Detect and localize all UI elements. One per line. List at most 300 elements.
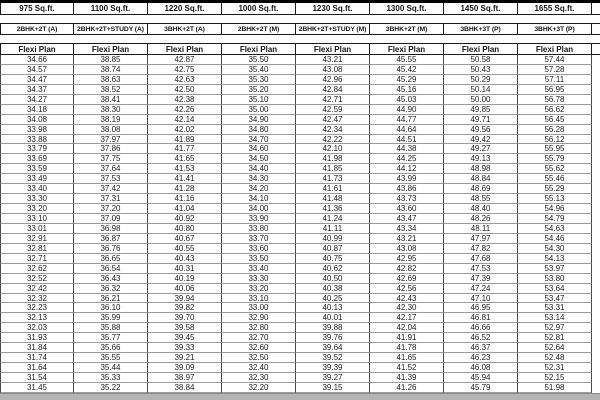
value-cell: 41.91 bbox=[370, 333, 444, 343]
right-filler-cell bbox=[592, 284, 600, 294]
value-cell: 46.66 bbox=[444, 323, 518, 333]
value-cell: 35.66 bbox=[74, 343, 148, 353]
value-cell: 31.45 bbox=[0, 383, 74, 393]
value-cell: 42.17 bbox=[370, 313, 444, 323]
table-row bbox=[0, 65, 600, 75]
value-cell: 32.50 bbox=[222, 353, 296, 363]
value-cell: 35.10 bbox=[222, 95, 296, 105]
value-cell: 37.86 bbox=[74, 144, 148, 154]
value-cell: 56.28 bbox=[518, 125, 592, 135]
value-cell: 40.87 bbox=[296, 244, 370, 254]
value-cell: 36.98 bbox=[74, 224, 148, 234]
value-cell: 31.64 bbox=[0, 363, 74, 373]
unit-type-header-row bbox=[0, 23, 600, 35]
value-cell: 34.60 bbox=[222, 144, 296, 154]
value-cell: 34.90 bbox=[222, 115, 296, 125]
value-cell: 44.77 bbox=[370, 115, 444, 125]
value-cell: 56.95 bbox=[518, 85, 592, 95]
value-cell: 57.11 bbox=[518, 75, 592, 85]
right-filler-cell bbox=[592, 125, 600, 135]
value-cell: 48.40 bbox=[444, 204, 518, 214]
value-cell: 38.97 bbox=[148, 373, 222, 383]
right-filler-cell bbox=[592, 43, 600, 55]
table-row bbox=[0, 184, 600, 194]
value-cell: 33.20 bbox=[0, 204, 74, 214]
value-cell: 42.26 bbox=[148, 105, 222, 115]
value-cell: 42.87 bbox=[148, 55, 222, 65]
horizontal-scrollbar[interactable] bbox=[0, 393, 600, 400]
value-cell: 41.78 bbox=[370, 343, 444, 353]
value-cell: 54.46 bbox=[518, 234, 592, 244]
right-filler-cell bbox=[592, 224, 600, 234]
value-cell: 35.55 bbox=[74, 353, 148, 363]
value-cell: 42.56 bbox=[370, 284, 444, 294]
table-row bbox=[0, 214, 600, 224]
unit-type-header-cell: 2BHK+2T (M) bbox=[222, 23, 296, 35]
table-row bbox=[0, 204, 600, 214]
table-row bbox=[0, 274, 600, 284]
value-cell: 54.30 bbox=[518, 244, 592, 254]
table-row bbox=[0, 234, 600, 244]
value-cell: 45.42 bbox=[370, 65, 444, 75]
value-cell: 38.08 bbox=[74, 125, 148, 135]
value-cell: 33.10 bbox=[0, 214, 74, 224]
plan-header-cell: Flexi Plan bbox=[222, 43, 296, 55]
value-cell: 34.00 bbox=[222, 204, 296, 214]
value-cell: 46.81 bbox=[444, 313, 518, 323]
value-cell: 55.46 bbox=[518, 174, 592, 184]
area-header-cell: 1450 Sq.ft. bbox=[444, 3, 518, 15]
value-cell: 42.14 bbox=[148, 115, 222, 125]
value-cell: 52.64 bbox=[518, 343, 592, 353]
value-cell: 42.69 bbox=[370, 274, 444, 284]
value-cell: 44.25 bbox=[370, 154, 444, 164]
value-cell: 38.41 bbox=[74, 95, 148, 105]
value-cell: 39.39 bbox=[296, 363, 370, 373]
value-cell: 37.75 bbox=[74, 154, 148, 164]
value-cell: 39.76 bbox=[296, 333, 370, 343]
value-cell: 42.75 bbox=[148, 65, 222, 75]
value-cell: 55.29 bbox=[518, 184, 592, 194]
value-cell: 42.96 bbox=[296, 75, 370, 85]
value-cell: 47.97 bbox=[444, 234, 518, 244]
value-cell: 34.30 bbox=[222, 174, 296, 184]
value-cell: 33.70 bbox=[222, 234, 296, 244]
value-cell: 34.18 bbox=[0, 105, 74, 115]
table-row bbox=[0, 105, 600, 115]
value-cell: 43.99 bbox=[370, 174, 444, 184]
value-cell: 34.57 bbox=[0, 65, 74, 75]
value-cell: 33.30 bbox=[222, 274, 296, 284]
value-cell: 34.80 bbox=[222, 125, 296, 135]
value-cell: 45.29 bbox=[370, 75, 444, 85]
value-cell: 55.95 bbox=[518, 144, 592, 154]
value-cell: 32.32 bbox=[0, 294, 74, 304]
area-header-cell: 1100 Sq.ft. bbox=[74, 3, 148, 15]
value-cell: 33.01 bbox=[0, 224, 74, 234]
value-cell: 41.24 bbox=[296, 214, 370, 224]
value-cell: 33.60 bbox=[222, 244, 296, 254]
table-row bbox=[0, 294, 600, 304]
table-row bbox=[0, 115, 600, 125]
value-cell: 45.79 bbox=[444, 383, 518, 393]
value-cell: 40.99 bbox=[296, 234, 370, 244]
table-row bbox=[0, 154, 600, 164]
value-cell: 41.65 bbox=[148, 154, 222, 164]
table-row bbox=[0, 284, 600, 294]
table-row bbox=[0, 343, 600, 353]
value-cell: 52.48 bbox=[518, 353, 592, 363]
right-filler-cell bbox=[592, 154, 600, 164]
value-cell: 49.85 bbox=[444, 105, 518, 115]
value-cell: 32.03 bbox=[0, 323, 74, 333]
value-cell: 39.33 bbox=[148, 343, 222, 353]
value-cell: 40.01 bbox=[296, 313, 370, 323]
value-cell: 33.30 bbox=[0, 194, 74, 204]
value-cell: 41.11 bbox=[296, 224, 370, 234]
value-cell: 38.19 bbox=[74, 115, 148, 125]
right-filler-cell bbox=[592, 144, 600, 154]
right-filler-cell bbox=[592, 303, 600, 313]
value-cell: 41.89 bbox=[148, 135, 222, 145]
value-cell: 50.00 bbox=[444, 95, 518, 105]
value-cell: 35.33 bbox=[74, 373, 148, 383]
right-filler-cell bbox=[592, 363, 600, 373]
value-cell: 56.62 bbox=[518, 105, 592, 115]
value-cell: 32.81 bbox=[0, 244, 74, 254]
value-cell: 42.59 bbox=[296, 105, 370, 115]
unit-type-header-cell: 2BHK+2T+STUDY (M) bbox=[296, 23, 370, 35]
area-header-cell: 1230 Sq.ft. bbox=[296, 3, 370, 15]
value-cell: 40.67 bbox=[148, 234, 222, 244]
value-cell: 34.37 bbox=[0, 85, 74, 95]
value-cell: 46.52 bbox=[444, 333, 518, 343]
value-cell: 37.42 bbox=[74, 184, 148, 194]
area-header-row bbox=[0, 3, 600, 15]
value-cell: 50.43 bbox=[444, 65, 518, 75]
value-cell: 37.64 bbox=[74, 164, 148, 174]
value-cell: 47.82 bbox=[444, 244, 518, 254]
right-filler-cell bbox=[592, 274, 600, 284]
value-cell: 31.74 bbox=[0, 353, 74, 363]
unit-type-header-cell: 2BHK+2T+STUDY (A) bbox=[74, 23, 148, 35]
value-cell: 42.04 bbox=[370, 323, 444, 333]
value-cell: 42.95 bbox=[370, 254, 444, 264]
value-cell: 34.10 bbox=[222, 194, 296, 204]
plan-header-cell: Flexi Plan bbox=[0, 43, 74, 55]
table-row bbox=[0, 164, 600, 174]
right-filler-cell bbox=[592, 85, 600, 95]
value-cell: 33.80 bbox=[222, 224, 296, 234]
table-row bbox=[0, 363, 600, 373]
value-cell: 39.52 bbox=[296, 353, 370, 363]
right-filler-cell bbox=[592, 244, 600, 254]
table-row bbox=[0, 383, 600, 393]
value-cell: 50.58 bbox=[444, 55, 518, 65]
data-table bbox=[0, 3, 600, 393]
value-cell: 47.53 bbox=[444, 264, 518, 274]
plan-header-cell: Flexi Plan bbox=[74, 43, 148, 55]
table-row bbox=[0, 313, 600, 323]
value-cell: 53.31 bbox=[518, 303, 592, 313]
value-cell: 33.20 bbox=[222, 284, 296, 294]
value-cell: 47.24 bbox=[444, 284, 518, 294]
value-cell: 33.79 bbox=[0, 144, 74, 154]
value-cell: 36.87 bbox=[74, 234, 148, 244]
plan-header-row bbox=[0, 43, 600, 55]
value-cell: 36.65 bbox=[74, 254, 148, 264]
value-cell: 40.50 bbox=[296, 274, 370, 284]
value-cell: 34.08 bbox=[0, 115, 74, 125]
value-cell: 40.38 bbox=[296, 284, 370, 294]
value-cell: 42.02 bbox=[148, 125, 222, 135]
table-row bbox=[0, 224, 600, 234]
value-cell: 41.52 bbox=[370, 363, 444, 373]
value-cell: 38.74 bbox=[74, 65, 148, 75]
value-cell: 49.56 bbox=[444, 125, 518, 135]
value-cell: 56.12 bbox=[518, 135, 592, 145]
value-cell: 42.43 bbox=[370, 294, 444, 304]
value-cell: 32.71 bbox=[0, 254, 74, 264]
value-cell: 34.20 bbox=[222, 184, 296, 194]
value-cell: 35.50 bbox=[222, 55, 296, 65]
value-cell: 41.04 bbox=[148, 204, 222, 214]
value-cell: 37.53 bbox=[74, 174, 148, 184]
value-cell: 40.92 bbox=[148, 214, 222, 224]
value-cell: 42.22 bbox=[296, 135, 370, 145]
value-cell: 32.91 bbox=[0, 234, 74, 244]
table-row bbox=[0, 254, 600, 264]
value-cell: 47.10 bbox=[444, 294, 518, 304]
value-cell: 32.60 bbox=[222, 343, 296, 353]
table-row bbox=[0, 174, 600, 184]
value-cell: 34.70 bbox=[222, 135, 296, 145]
value-cell: 48.26 bbox=[444, 214, 518, 224]
table-row bbox=[0, 264, 600, 274]
value-cell: 35.30 bbox=[222, 75, 296, 85]
value-cell: 39.70 bbox=[148, 313, 222, 323]
value-cell: 53.64 bbox=[518, 284, 592, 294]
value-cell: 40.55 bbox=[148, 244, 222, 254]
table-row bbox=[0, 95, 600, 105]
table-row bbox=[0, 144, 600, 154]
value-cell: 38.52 bbox=[74, 85, 148, 95]
value-cell: 40.31 bbox=[148, 264, 222, 274]
right-filler-cell bbox=[592, 294, 600, 304]
value-cell: 40.43 bbox=[148, 254, 222, 264]
value-cell: 42.82 bbox=[370, 264, 444, 274]
value-cell: 48.69 bbox=[444, 184, 518, 194]
value-cell: 41.16 bbox=[148, 194, 222, 204]
value-cell: 42.10 bbox=[296, 144, 370, 154]
area-header-cell: 1300 Sq.ft. bbox=[370, 3, 444, 15]
value-cell: 45.94 bbox=[444, 373, 518, 383]
spacer-row bbox=[0, 35, 600, 43]
value-cell: 41.28 bbox=[148, 184, 222, 194]
value-cell: 57.44 bbox=[518, 55, 592, 65]
value-cell: 37.31 bbox=[74, 194, 148, 204]
area-header-cell: 1000 Sq.ft. bbox=[222, 3, 296, 15]
value-cell: 46.23 bbox=[444, 353, 518, 363]
value-cell: 35.22 bbox=[74, 383, 148, 393]
value-cell: 33.90 bbox=[222, 214, 296, 224]
value-cell: 33.40 bbox=[0, 184, 74, 194]
value-cell: 31.93 bbox=[0, 333, 74, 343]
right-filler-cell bbox=[592, 313, 600, 323]
right-filler-cell bbox=[592, 105, 600, 115]
value-cell: 42.47 bbox=[296, 115, 370, 125]
value-cell: 38.85 bbox=[74, 55, 148, 65]
value-cell: 37.09 bbox=[74, 214, 148, 224]
area-header-cell: 1655 Sq.ft. bbox=[518, 3, 592, 15]
value-cell: 54.63 bbox=[518, 224, 592, 234]
table-row bbox=[0, 135, 600, 145]
value-cell: 33.98 bbox=[0, 125, 74, 135]
spacer-row bbox=[0, 15, 600, 23]
right-filler-cell bbox=[592, 55, 600, 65]
value-cell: 31.54 bbox=[0, 373, 74, 383]
value-cell: 56.45 bbox=[518, 115, 592, 125]
value-cell: 43.60 bbox=[370, 204, 444, 214]
value-cell: 49.13 bbox=[444, 154, 518, 164]
value-cell: 39.82 bbox=[148, 303, 222, 313]
value-cell: 38.30 bbox=[74, 105, 148, 115]
right-filler-cell bbox=[592, 383, 600, 393]
value-cell: 49.42 bbox=[444, 135, 518, 145]
value-cell: 36.43 bbox=[74, 274, 148, 284]
value-cell: 52.97 bbox=[518, 323, 592, 333]
value-cell: 35.99 bbox=[74, 313, 148, 323]
value-cell: 42.84 bbox=[296, 85, 370, 95]
value-cell: 32.13 bbox=[0, 313, 74, 323]
value-cell: 35.44 bbox=[74, 363, 148, 373]
unit-type-header-cell: 3BHK+2T (M) bbox=[370, 23, 444, 35]
value-cell: 47.39 bbox=[444, 274, 518, 284]
value-cell: 49.71 bbox=[444, 115, 518, 125]
value-cell: 44.90 bbox=[370, 105, 444, 115]
right-filler-cell bbox=[592, 135, 600, 145]
right-filler-cell bbox=[592, 75, 600, 85]
value-cell: 36.76 bbox=[74, 244, 148, 254]
value-cell: 54.96 bbox=[518, 204, 592, 214]
value-cell: 41.26 bbox=[370, 383, 444, 393]
value-cell: 53.80 bbox=[518, 274, 592, 284]
value-cell: 40.62 bbox=[296, 264, 370, 274]
value-cell: 41.48 bbox=[296, 194, 370, 204]
value-cell: 37.97 bbox=[74, 135, 148, 145]
value-cell: 32.40 bbox=[222, 363, 296, 373]
right-filler-cell bbox=[592, 194, 600, 204]
value-cell: 32.20 bbox=[222, 383, 296, 393]
value-cell: 32.23 bbox=[0, 303, 74, 313]
value-cell: 35.77 bbox=[74, 333, 148, 343]
right-filler-cell bbox=[592, 164, 600, 174]
value-cell: 39.21 bbox=[148, 353, 222, 363]
value-cell: 42.38 bbox=[148, 95, 222, 105]
table-row bbox=[0, 333, 600, 343]
value-cell: 57.28 bbox=[518, 65, 592, 75]
right-filler-cell bbox=[592, 95, 600, 105]
value-cell: 54.79 bbox=[518, 214, 592, 224]
value-cell: 48.11 bbox=[444, 224, 518, 234]
value-cell: 42.34 bbox=[296, 125, 370, 135]
value-cell: 56.78 bbox=[518, 95, 592, 105]
value-cell: 36.54 bbox=[74, 264, 148, 274]
value-cell: 41.65 bbox=[370, 353, 444, 363]
value-cell: 44.51 bbox=[370, 135, 444, 145]
value-cell: 40.19 bbox=[148, 274, 222, 284]
value-cell: 33.88 bbox=[0, 135, 74, 145]
value-cell: 52.31 bbox=[518, 363, 592, 373]
value-cell: 41.53 bbox=[148, 164, 222, 174]
value-cell: 32.62 bbox=[0, 264, 74, 274]
value-cell: 33.00 bbox=[222, 303, 296, 313]
table-row bbox=[0, 125, 600, 135]
value-cell: 46.95 bbox=[444, 303, 518, 313]
value-cell: 34.66 bbox=[0, 55, 74, 65]
right-filler-cell bbox=[592, 353, 600, 363]
value-cell: 41.36 bbox=[296, 204, 370, 214]
value-cell: 34.50 bbox=[222, 154, 296, 164]
value-cell: 34.40 bbox=[222, 164, 296, 174]
value-cell: 34.47 bbox=[0, 75, 74, 85]
right-filler-cell bbox=[592, 204, 600, 214]
value-cell: 40.25 bbox=[296, 294, 370, 304]
value-cell: 33.59 bbox=[0, 164, 74, 174]
value-cell: 36.10 bbox=[74, 303, 148, 313]
value-cell: 40.80 bbox=[148, 224, 222, 234]
value-cell: 42.71 bbox=[296, 95, 370, 105]
value-cell: 39.94 bbox=[148, 294, 222, 304]
table-row bbox=[0, 55, 600, 65]
table-row bbox=[0, 244, 600, 254]
value-cell: 33.49 bbox=[0, 174, 74, 184]
right-filler-cell bbox=[592, 174, 600, 184]
value-cell: 55.13 bbox=[518, 194, 592, 204]
value-cell: 43.86 bbox=[370, 184, 444, 194]
value-cell: 47.68 bbox=[444, 254, 518, 264]
value-cell: 35.00 bbox=[222, 105, 296, 115]
value-cell: 42.63 bbox=[148, 75, 222, 85]
value-cell: 33.10 bbox=[222, 294, 296, 304]
value-cell: 55.62 bbox=[518, 164, 592, 174]
table-row bbox=[0, 85, 600, 95]
value-cell: 33.50 bbox=[222, 254, 296, 264]
value-cell: 54.13 bbox=[518, 254, 592, 264]
value-cell: 43.21 bbox=[370, 234, 444, 244]
value-cell: 40.13 bbox=[296, 303, 370, 313]
value-cell: 43.47 bbox=[370, 214, 444, 224]
right-filler-cell bbox=[592, 373, 600, 383]
value-cell: 45.16 bbox=[370, 85, 444, 95]
value-cell: 50.29 bbox=[444, 75, 518, 85]
unit-type-header-cell: 3BHK+3T (P) bbox=[444, 23, 518, 35]
value-cell: 32.42 bbox=[0, 284, 74, 294]
right-filler-cell bbox=[592, 234, 600, 244]
value-cell: 32.90 bbox=[222, 313, 296, 323]
value-cell: 53.97 bbox=[518, 264, 592, 274]
right-filler-cell bbox=[592, 65, 600, 75]
table-row bbox=[0, 353, 600, 363]
value-cell: 45.55 bbox=[370, 55, 444, 65]
value-cell: 55.79 bbox=[518, 154, 592, 164]
value-cell: 40.06 bbox=[148, 284, 222, 294]
value-cell: 39.45 bbox=[148, 333, 222, 343]
table-row bbox=[0, 75, 600, 85]
value-cell: 41.41 bbox=[148, 174, 222, 184]
plan-header-cell: Flexi Plan bbox=[370, 43, 444, 55]
right-filler-cell bbox=[592, 3, 600, 15]
